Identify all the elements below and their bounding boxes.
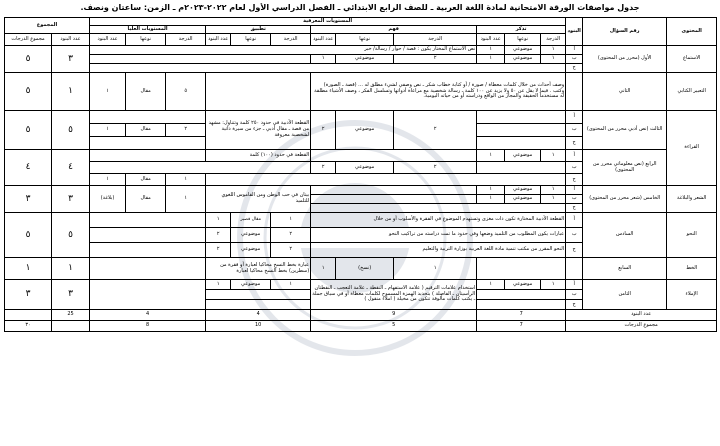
header-apply: تطبيق [206, 26, 311, 34]
footer-remember-items: 7 [477, 310, 566, 321]
cell-type: موضوعي [231, 228, 271, 243]
footer-higher-items: 4 [90, 310, 206, 321]
grammar-text-2: عبارات يكون المطلوب من التلميذ وضعها وفي حدود ما تمت دراسته من تراكيب النحو [311, 228, 566, 243]
reading-question-4: الرابع (نص معلوماتي محرر من المحتوى) [583, 150, 667, 186]
cell-count: ٢ [311, 162, 336, 174]
reading-text-3: القطعة الأدبية في حدود ٢٥٠ كلمة وتتناول: مشهد من قصة ـ مقال أدبي ـ جزء من سيرة ذاتية لشخصية معروفة [206, 111, 311, 150]
item-letter: أ [566, 111, 583, 124]
reading-question-3: الثالث (نص أدبي محرر من المحتوى) [583, 111, 667, 150]
footer-higher-degrees: 8 [90, 321, 206, 332]
footer-apply-items: 4 [206, 310, 311, 321]
header-apply-degree: الدرجة [271, 34, 311, 46]
cell-count: ٢ [206, 243, 231, 258]
listening-count: ٣ [52, 46, 90, 73]
item-letter: أ [566, 280, 583, 290]
footer-understand-degrees: 5 [311, 321, 477, 332]
section-reading: القراءة [667, 111, 717, 186]
cell-count: ١ [206, 280, 231, 290]
listening-text: نص الاستماع المختار يكون : قصة / حوار / رسالة/ خبر [90, 46, 477, 55]
section-dictation: الإملاء [667, 280, 717, 310]
header-understand-count: عدد البنود [311, 34, 336, 46]
cell-type: مقال [126, 73, 166, 111]
cell-count: ١ [477, 186, 505, 195]
reading-count-4: ٤ [52, 150, 90, 186]
item-letter: ب [566, 290, 583, 300]
item-letter: أ [566, 46, 583, 55]
poetry-degree: ٣ [5, 186, 52, 213]
expression-degree: ٥ [5, 73, 52, 111]
reading-count-3: ٥ [52, 111, 90, 150]
item-letter: ج [566, 243, 583, 258]
section-grammar: النحو [667, 213, 717, 258]
header-remember-count: عدد البنود [477, 34, 505, 46]
header-content: المحتوى [667, 18, 717, 46]
grammar-count: ٥ [52, 213, 90, 258]
dictation-question: الثامن [583, 280, 667, 310]
item-letter: ب [566, 124, 583, 137]
item-letter: ب [566, 55, 583, 64]
footer-total-degrees: ٣٠ [5, 321, 52, 332]
header-understand-degree: الدرجة [394, 34, 477, 46]
cell-type: موضوعي [231, 280, 271, 290]
cell-type: موضوعي [336, 162, 394, 174]
cell-degree: ١ [541, 280, 566, 290]
item-letter: ب [566, 195, 583, 204]
expression-count: ١ [52, 73, 90, 111]
specification-table [4, 17, 717, 332]
header-higher: المستويات العليا [90, 26, 206, 34]
cell-type: موضوعي [505, 280, 541, 290]
cell-degree: ٢ [394, 162, 477, 174]
reading-text-4: القطعة في حدود (١٠٠) كلمة [206, 150, 311, 162]
dictation-degree: ٣ [5, 280, 52, 310]
item-letter: ج [566, 204, 583, 213]
item-letter: أ [566, 150, 583, 162]
poetry-count: ٣ [52, 186, 90, 213]
cell-type: مقال قصير [231, 213, 271, 228]
header-cognitive-levels: المستويات المعرفية [90, 18, 566, 26]
cell-count: ١ [477, 195, 505, 204]
poetry-note: (بلاغة) [90, 186, 126, 213]
cell-type: موضوعي [231, 243, 271, 258]
cell-count: ١ [90, 73, 126, 111]
cell-count: ٢ [206, 228, 231, 243]
item-letter: ج [566, 300, 583, 310]
header-apply-type: نوعها [231, 34, 271, 46]
cell-degree: ١ [541, 55, 566, 64]
grammar-text-3: النحو المقرر من مكتب تنمية مادة اللغة العربية بوزارة التربية والتعليم [311, 243, 566, 258]
handwriting-text: عبارة بخط النسخ محاكيا لعبارة أو فقرة من (سطرين) بخط النسخ محاكيا لعبارة [206, 258, 311, 280]
cell-degree: ١ [166, 174, 206, 186]
poetry-text: بيتان في حب الوطن ومن القاموس اللغوي للتلميذ [206, 186, 311, 213]
cell-count: ١ [477, 46, 505, 55]
cell-type: موضوعي [505, 195, 541, 204]
section-listening: الاستماع [667, 46, 717, 73]
grammar-text-1: القطعة الأدبية المختارة تكون ذات مغزى وتستهدم الموضوع في الفقرة والأسلوب أو من خلال [311, 213, 566, 228]
reading-degree-3: ٥ [5, 111, 52, 150]
item-letter: ج [566, 64, 583, 73]
cell-degree: ٢ [271, 228, 311, 243]
handwriting-mark: (نسخ) [336, 258, 394, 280]
cell-count: ٢ [311, 111, 336, 150]
handwriting-question: السابع [583, 258, 667, 280]
section-poetry: الشعر والبلاغة [667, 186, 717, 213]
cell-type: مقال [126, 186, 166, 213]
cell-type: موضوعي [336, 55, 394, 64]
reading-degree-4: ٤ [5, 150, 52, 186]
header-remember-degree: الدرجة [541, 34, 566, 46]
cell-degree: ٢ [166, 124, 206, 137]
cell-count: ١ [90, 124, 126, 137]
item-letter: أ [566, 213, 583, 228]
footer-degrees-label: مجموع الدرجات [566, 321, 717, 332]
header-total-count: عدد البنود [52, 34, 90, 46]
cell-degree: ١ [166, 186, 206, 213]
header-apply-count: عدد البنود [206, 34, 231, 46]
header-understand-type: نوعها [336, 34, 394, 46]
cell-degree: ٢ [394, 55, 477, 64]
footer-items-label: عدد البنود [566, 310, 717, 321]
item-letter: ب [566, 228, 583, 243]
cell-type: مقال [126, 124, 166, 137]
item-letter: ج [566, 137, 583, 150]
cell-degree: ٢ [271, 243, 311, 258]
handwriting-count: ١ [52, 258, 90, 280]
item-letter: ج [566, 174, 583, 186]
cell-count: ١ [477, 55, 505, 64]
expression-text: وصف أحداث من خلال كلمات معطاة / صورة / أو كتابة خطاب شكر ـ نص وصفي لشيء مطلق له ... (قصة ـ الصورة) وكتب . فيما لا يقل عن ٥٠ ولا يزيد عن ١٠٠ كلمة ـ رسالة شخصية مع مراعاة أدواتها وتسلسل الفكر ، وصف الأشياء مطلقة له مستخدماً الحقيقة والمجاز من الواقع ودراسته أو من حياته اليومية. [311, 73, 566, 111]
grammar-degree: ٥ [5, 213, 52, 258]
dictation-text: استخدام علامات الترقيم ( علامة الاستفهام ـ النقطة ـ علامة التعجب ـ النقطتان الرأسيتان ـ الفاصلة ) بتحديد الهمزة المسموح لكلمات معطاة أو في سياق جملة ـ يكتب كلمات مألوفة تتكون من مخيلة ( املاء منقول ) [311, 280, 477, 310]
cell-degree: ١ [271, 280, 311, 290]
header-understand: فهم [311, 26, 477, 34]
cell-type: موضوعي [505, 150, 541, 162]
footer-understand-items: 9 [311, 310, 477, 321]
footer-total-items: 25 [52, 310, 90, 321]
header-higher-count: عدد البنود [90, 34, 126, 46]
header-item: البنود [566, 18, 583, 46]
section-expression: التعبير الكتابي [667, 73, 717, 111]
cell-count: ١ [90, 174, 126, 186]
header-question-no: رقم السؤال [583, 18, 667, 46]
cell-count: ١ [311, 55, 336, 64]
handwriting-degree: ١ [5, 258, 52, 280]
footer-remember-degrees: 7 [477, 321, 566, 332]
cell-count: ١ [477, 280, 505, 290]
cell-count: ١ [311, 258, 336, 280]
document-title: جدول مواصفات الورقة الامتحانية لمادة اللغة العربية ـ للصف الرابع الابتدائي ـ الفصل الدراسي الأول لعام ٢٠٢٢-٢٠٢٣م ـ الزمن: ساعتان ونصف. [80, 3, 640, 12]
dictation-count: ٣ [52, 280, 90, 310]
item-letter: أ [566, 186, 583, 195]
cell-type: موضوعي [505, 55, 541, 64]
header-total-group: المجموع [5, 18, 90, 34]
header-degree-total: مجموع الدرجات [5, 34, 52, 46]
cell-count: ١ [477, 150, 505, 162]
cell-degree: ٢ [394, 111, 477, 150]
cell-degree: ١ [394, 258, 477, 280]
listening-question: الأول (محرر من المحتوى) [583, 46, 667, 73]
header-higher-degree: الدرجة [166, 34, 206, 46]
cell-degree: ١ [541, 46, 566, 55]
header-remember: تذكر [477, 26, 566, 34]
cell-degree: ١ [271, 213, 311, 228]
cell-count: ١ [206, 213, 231, 228]
poetry-question: الخامس (شعر محرر من المحتوى) [583, 186, 667, 213]
header-higher-type: نوعها [126, 34, 166, 46]
footer-apply-degrees: 10 [206, 321, 311, 332]
header-remember-type: نوعها [505, 34, 541, 46]
listening-degree: ٥ [5, 46, 52, 73]
cell-degree: ١ [541, 195, 566, 204]
cell-type: موضوعي [505, 186, 541, 195]
item-letter: ب [566, 162, 583, 174]
cell-type: موضوعي [505, 46, 541, 55]
cell-degree: ١ [541, 150, 566, 162]
grammar-question: السادس [583, 213, 667, 258]
cell-type: موضوعي [336, 111, 394, 150]
section-handwriting: الخط [667, 258, 717, 280]
expression-question: الثاني [583, 73, 667, 111]
cell-degree: ٥ [166, 73, 206, 111]
cell-type: مقال [126, 174, 166, 186]
cell-degree: ١ [541, 186, 566, 195]
